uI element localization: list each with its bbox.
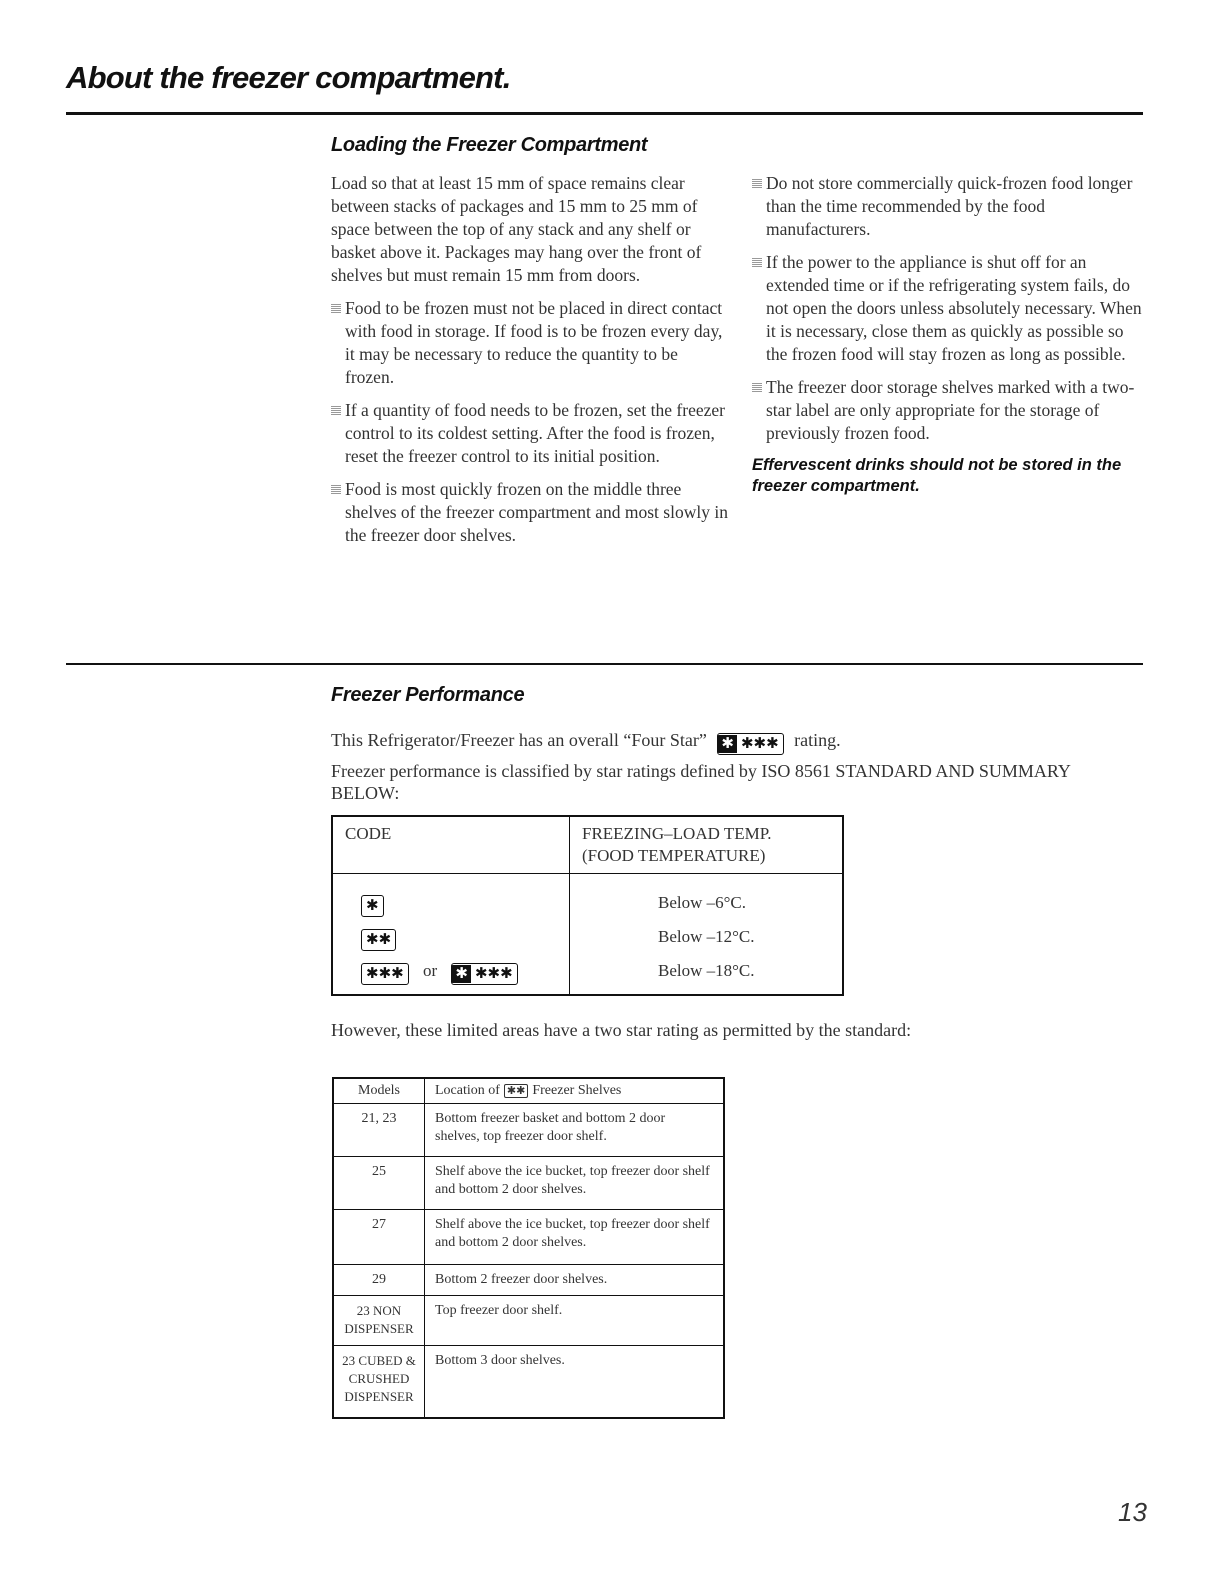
bullet-icon: [752, 382, 762, 392]
list-item: Food to be frozen must not be placed in direct contact with food in storage. If food is to be frozen every day, it may be necessary to reduce the quantity to be frozen.: [331, 297, 731, 389]
bullet-icon: [752, 257, 762, 267]
list-item: The freezer door storage shelves marked with a two-star label are only appropriate for the storage of previously frozen food.: [752, 376, 1144, 445]
temp-value: Below –12°C.: [658, 927, 755, 946]
list-item: If a quantity of food needs to be frozen, set the freezer control to its coldest setting. After the food is frozen, reset the freezer control to its initial position.: [331, 399, 731, 468]
overall-rating-text: This Refrigerator/Freezer has an overall “Four Star” ✱ ✱✱✱ rating.: [331, 729, 841, 755]
table-header-row: [333, 1078, 724, 1104]
classification-text: Freezer performance is classified by star ratings defined by ISO 8561 STANDARD AND SUMMARY BELOW:: [331, 761, 1071, 803]
bullet-icon: [752, 178, 762, 188]
four-star-badge-icon: ✱ ✱✱✱: [717, 733, 783, 755]
star-codes-cell: [332, 874, 570, 996]
bullet-icon: [331, 484, 341, 494]
loading-left-column: [331, 172, 731, 557]
list-item: If the power to the appliance is shut off for an extended time or if the refrigerating system fails, do not open the doors unless absolutely necessary. When it is necessary, close them as quickly as possible so the frozen food will stay frozen as long as possible.: [752, 251, 1144, 366]
star-code-row: [361, 886, 569, 920]
temp-value: Below –18°C.: [658, 961, 755, 980]
page-title: About the freezer compartment.: [66, 60, 511, 95]
temp-column-header: FREEZING–LOAD TEMP. (FOOD TEMPERATURE): [570, 816, 844, 874]
bullet-icon: [331, 405, 341, 415]
location-header: Location of ✱✱ Freezer Shelves: [425, 1078, 725, 1104]
table-row: 27 Shelf above the ice bucket, top freezer door shelf and bottom 2 door shelves.: [333, 1210, 724, 1265]
loading-right-column: [752, 172, 1144, 507]
table-row: 23 CUBED & CRUSHED DISPENSER Bottom 3 door shelves.: [333, 1346, 724, 1418]
star-code-row: ✱✱✱ or ✱ ✱✱✱: [361, 954, 569, 988]
table-row: 23 NON DISPENSER Top freezer door shelf.: [333, 1296, 724, 1346]
two-star-icon: ✱✱: [361, 929, 396, 951]
temp-value: Below –6°C.: [658, 893, 747, 912]
bullet-icon: [331, 303, 341, 313]
limited-areas-note: However, these limited areas have a two star rating as permitted by the standard:: [331, 1020, 912, 1040]
effervescent-warning: Effervescent drinks should not be stored in the freezer compartment.: [752, 456, 1122, 495]
loading-intro: Load so that at least 15 mm of space remains clear between stacks of packages and 15 mm to 25 mm of space between the top of any stack and any shelf or basket above it. Packages may hang over the front of shelves but must remain 15 mm from doors.: [331, 173, 702, 285]
list-item: Food is most quickly frozen on the middle three shelves of the freezer compartment and most slowly in the freezer door shelves.: [331, 478, 731, 547]
models-table: [332, 1077, 725, 1419]
page-number: 13: [1118, 1497, 1147, 1527]
title-rule: [66, 112, 1143, 115]
table-row: 29 Bottom 2 freezer door shelves.: [333, 1265, 724, 1296]
list-item: Do not store commercially quick-frozen food longer than the time recommended by the food manufacturers.: [752, 172, 1144, 241]
four-star-icon: ✱ ✱✱✱: [451, 963, 517, 985]
table-row: 25 Shelf above the ice bucket, top freezer door shelf and bottom 2 door shelves.: [333, 1157, 724, 1210]
performance-heading: Freezer Performance: [331, 684, 525, 706]
loading-heading: Loading the Freezer Compartment: [331, 134, 648, 156]
one-star-icon: ✱: [361, 895, 384, 917]
code-column-header: CODE: [332, 816, 570, 874]
three-star-icon: ✱✱✱: [361, 963, 409, 985]
section-rule: [66, 663, 1143, 665]
star-code-row: [361, 920, 569, 954]
two-star-small-icon: ✱✱: [504, 1084, 528, 1098]
temps-cell: [570, 874, 844, 996]
table-row: 21, 23 Bottom freezer basket and bottom 2 door shelves, top freezer door shelf.: [333, 1104, 724, 1157]
models-header: Models: [333, 1078, 425, 1104]
star-code-table: [331, 815, 844, 996]
